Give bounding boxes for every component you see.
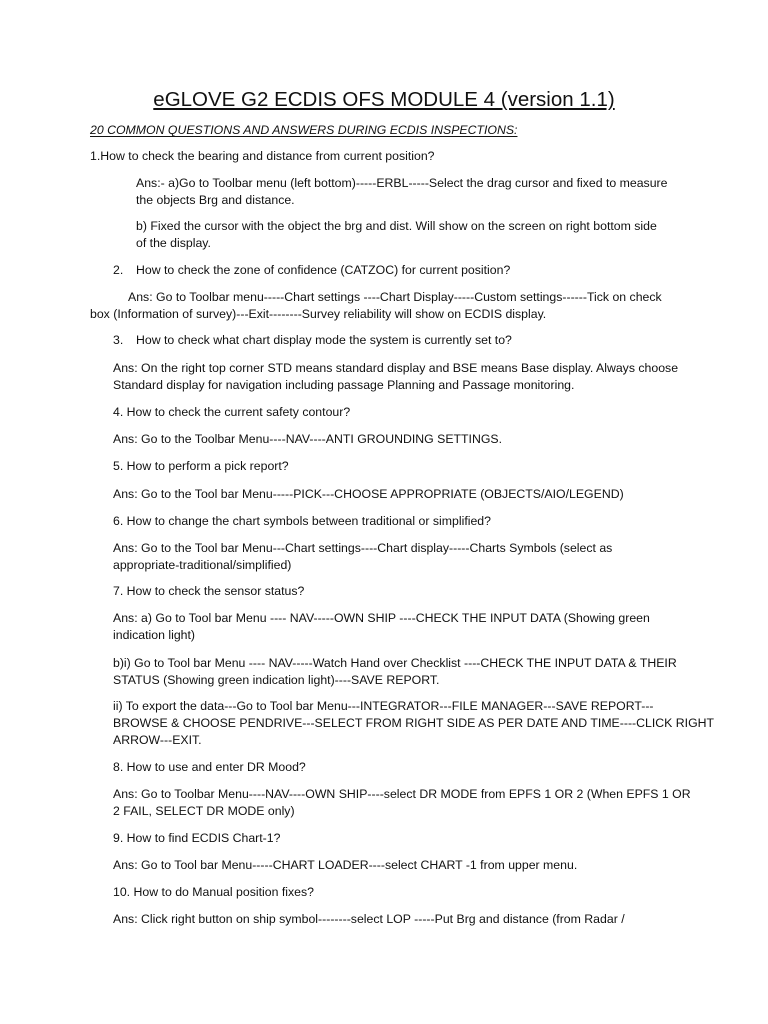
question-7: 7. How to check the sensor status? [113,584,305,598]
answer-2-line-2: box (Information of survey)---Exit--------Survey reliability will show on ECDIS display. [90,307,547,321]
document-title: eGLOVE G2 ECDIS OFS MODULE 4 (version 1.1) [153,88,615,111]
answer-7bii-line-3: ARROW---EXIT. [113,733,202,747]
question-3-number: 3. [113,333,124,347]
answer-8-line-1: Ans: Go to Toolbar Menu----NAV----OWN SHIP----select DR MODE from EPFS 1 OR 2 (When EPFS 1 OR [113,787,691,801]
answer-1b-line-1: b) Fixed the cursor with the object the brg and dist. Will show on the screen on right bottom side [136,219,657,233]
question-10: 10. How to do Manual position fixes? [113,885,314,899]
answer-7bii-line-2: BROWSE & CHOOSE PENDRIVE---SELECT FROM RIGHT SIDE AS PER DATE AND TIME----CLICK RIGHT [113,716,715,730]
answer-9: Ans: Go to Tool bar Menu-----CHART LOADER----select CHART -1 from upper menu. [113,858,578,872]
question-6: 6. How to change the chart symbols between traditional or simplified? [113,514,491,528]
answer-8-line-2: 2 FAIL, SELECT DR MODE only) [113,804,295,818]
answer-6-line-1: Ans: Go to the Tool bar Menu---Chart settings----Chart display-----Charts Symbols (select as [113,541,613,555]
question-9: 9. How to find ECDIS Chart-1? [113,831,281,845]
question-3: How to check what chart display mode the system is currently set to? [136,333,512,347]
answer-7bi-line-2: STATUS (Showing green indication light)----SAVE REPORT. [113,673,440,687]
answer-5: Ans: Go to the Tool bar Menu-----PICK---CHOOSE APPROPRIATE (OBJECTS/AIO/LEGEND) [113,487,624,501]
answer-6-line-2: appropriate-traditional/simplified) [113,558,292,572]
answer-1a-line-1: Ans:- a)Go to Toolbar menu (left bottom)-----ERBL-----Select the drag cursor and fixed to measure [136,176,668,190]
answer-10-line-1: Ans: Click right button on ship symbol--------select LOP -----Put Brg and distance (from Radar / [113,912,625,926]
answer-2-line-1: Ans: Go to Toolbar menu-----Chart settings ----Chart Display-----Custom settings------Tick on check [128,290,662,304]
answer-1a-line-2: the objects Brg and distance. [136,193,295,207]
answer-3-line-1: Ans: On the right top corner STD means standard display and BSE means Base display. Always choose [113,361,679,375]
question-1: 1.How to check the bearing and distance from current position? [90,149,435,163]
question-5: 5. How to perform a pick report? [113,459,289,473]
question-2-number: 2. [113,263,124,277]
answer-7a-line-2: indication light) [113,628,196,642]
answer-1b-line-2: of the display. [136,236,211,250]
answer-7bii-line-1: ii) To export the data---Go to Tool bar Menu---INTEGRATOR---FILE MANAGER---SAVE REPORT--- [113,699,654,713]
question-4: 4. How to check the current safety contour? [113,405,351,419]
answer-7a-line-1: Ans: a) Go to Tool bar Menu ---- NAV-----OWN SHIP ----CHECK THE INPUT DATA (Showing green [113,611,650,625]
question-8: 8. How to use and enter DR Mood? [113,760,306,774]
answer-7bi-line-1: b)i) Go to Tool bar Menu ---- NAV-----Watch Hand over Checklist ----CHECK THE INPUT DATA & THEIR [113,656,677,670]
document-subtitle: 20 COMMON QUESTIONS AND ANSWERS DURING ECDIS INSPECTIONS: [90,123,518,137]
answer-3-line-2: Standard display for navigation including passage Planning and Passage monitoring. [113,378,575,392]
question-2: How to check the zone of confidence (CATZOC) for current position? [136,263,511,277]
answer-4: Ans: Go to the Toolbar Menu----NAV----ANTI GROUNDING SETTINGS. [113,432,503,446]
